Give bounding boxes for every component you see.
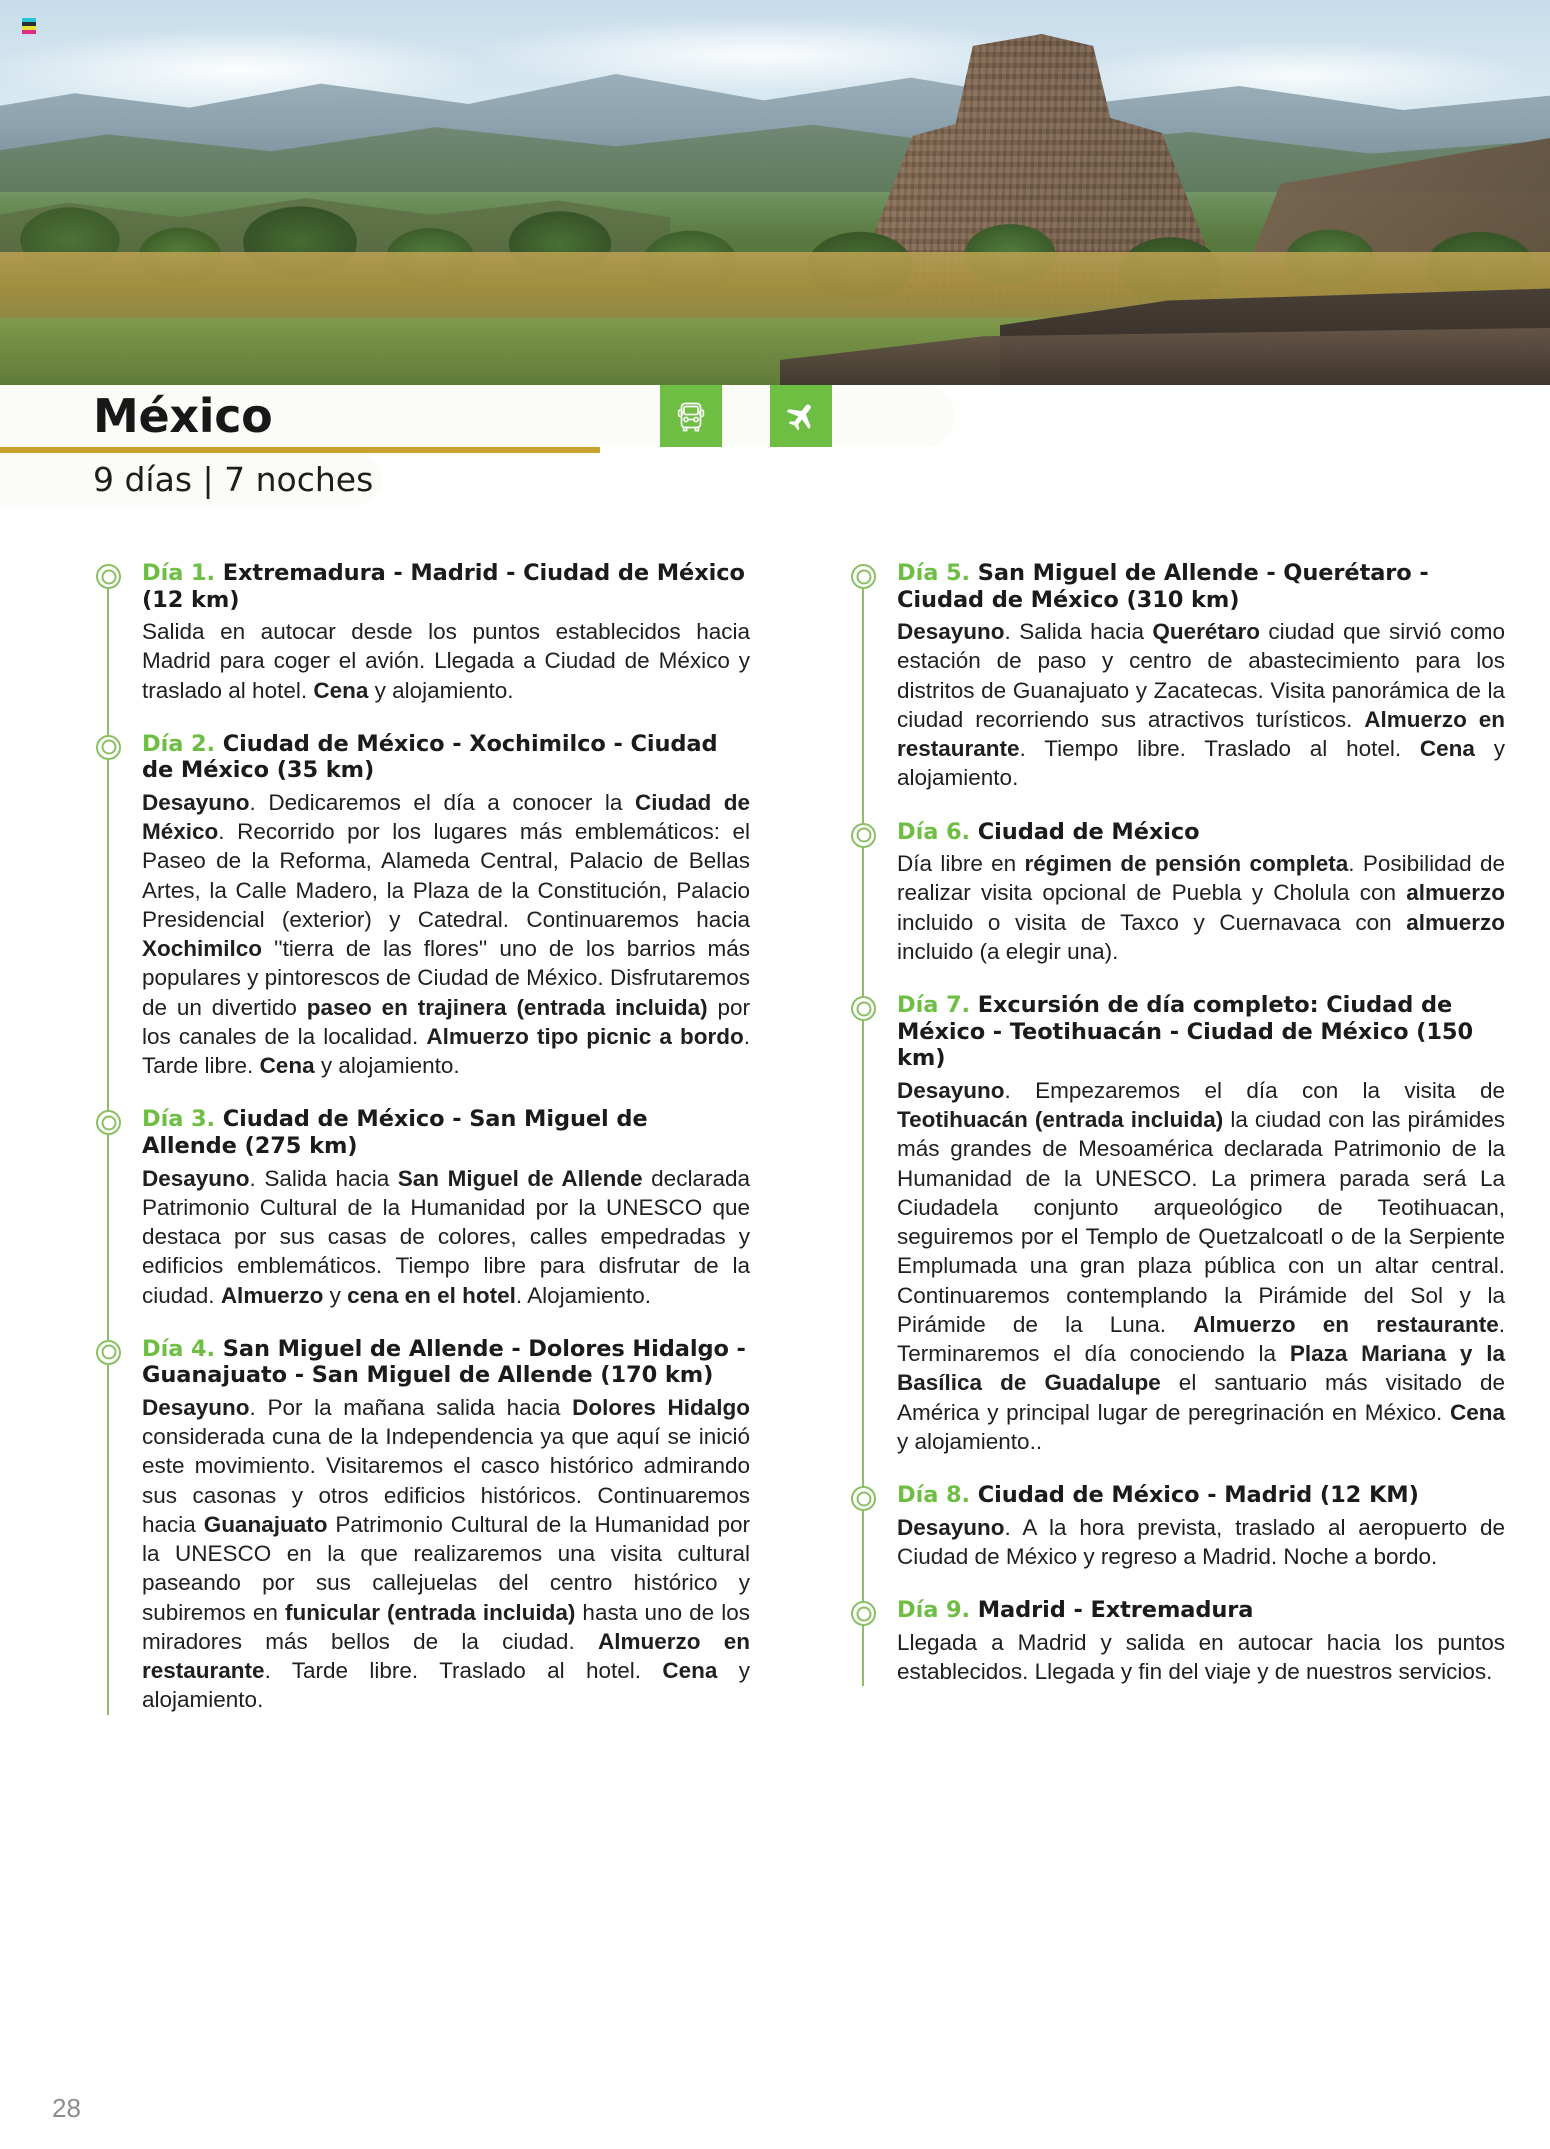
timeline-marker-icon	[851, 996, 876, 1021]
day-route-title: San Miguel de Allende - Querétaro - Ciudad de México (310 km)	[897, 560, 1429, 613]
itinerary-day	[90, 1106, 750, 1335]
itinerary-day	[90, 731, 750, 1107]
transport-badge-plane[interactable]	[770, 385, 832, 447]
day-number-label: Día 2.	[142, 730, 216, 757]
timeline-rail	[107, 1115, 109, 1343]
day-number-label: Día 5.	[897, 560, 971, 586]
timeline-marker-icon	[851, 564, 876, 589]
day-description: Desayuno. Salida hacia Querétaro ciudad que sirvió como estación de paso y centro de abastecimiento para los distritos de Guanajuato y Zacatecas. Visita panorámica de la ciudad recorriendo sus atractivos turísticos. Almuerzo en restaurante. Tiempo libre. Traslado al hotel. Cena y alojamiento.	[897, 619, 1506, 791]
day-number-label: Día 1.	[142, 560, 216, 586]
day-number-label: Día 8.	[897, 1482, 971, 1509]
itinerary-day	[845, 560, 1505, 819]
itinerary-column-left	[90, 560, 750, 2080]
day-number-label: Día 9.	[897, 1597, 971, 1624]
day-heading	[897, 992, 1505, 1072]
day-heading	[142, 560, 750, 613]
itinerary-day	[90, 1336, 750, 1741]
itinerary-column-right	[845, 560, 1505, 2080]
day-heading	[897, 1597, 1505, 1624]
day-heading	[897, 819, 1505, 846]
timeline-marker-icon	[851, 1486, 876, 1511]
timeline-marker-icon	[851, 1601, 876, 1626]
itinerary-day	[845, 992, 1505, 1482]
timeline-rail	[107, 569, 109, 739]
airplane-icon	[784, 399, 818, 433]
day-number-label: Día 3.	[142, 1106, 216, 1133]
day-description: Llegada a Madrid y salida en autocar hacia los puntos establecidos. Llegada y fin del viaje y de nuestros servicios.	[897, 1629, 1505, 1684]
day-number-label: Día 6.	[897, 818, 971, 845]
day-heading	[142, 1106, 750, 1159]
page-title: México	[93, 389, 273, 443]
timeline-rail	[862, 1001, 864, 1490]
day-number-label: Día 4.	[142, 1335, 216, 1362]
day-description: Día libre en régimen de pensión completa. Posibilidad de realizar visita opcional de Puebla y Cholula con almuerzo incluido o visita de Taxco y Cuernavaca con almuerzo incluido (a elegir una).	[897, 851, 1505, 964]
day-heading	[897, 1482, 1505, 1509]
itinerary-content	[0, 560, 1550, 2080]
day-description: Desayuno. Empezaremos el día con la visita de Teotihuacán (entrada incluida) la ciudad con las pirámides más grandes de Mesoamérica declarada Patrimonio de la Humanidad de la UNESCO. La primera parada será La Ciudadela conjunto arqueológico de Teotihuacan, seguiremos por el Templo de Quetzalcoatl o de la Serpiente Emplumada una gran plaza pública con un altar central. Continuaremos contemplando la Pirámide del Sol y la Pirámide de la Luna. Almuerzo en restaurante. Terminaremos el día conociendo la Plaza Mariana y la Basílica de Guadalupe el santuario más visitado de América y principal lugar de peregrinación en México. Cena y alojamiento..	[897, 1077, 1505, 1454]
timeline-rail	[107, 1345, 109, 1715]
timeline-rail	[862, 828, 864, 1001]
transport-badge-bus[interactable]	[660, 385, 722, 447]
day-description: Desayuno. Salida hacia San Miguel de Allende declarada Patrimonio Cultural de la Humanidad por la UNESCO que destaca por sus casas de colores, calles empedradas y edificios emblemáticos. Tiempo libre para disfrutar de la ciudad. Almuerzo y cena en el hotel. Alojamiento.	[142, 1165, 750, 1308]
day-route-title: San Miguel de Allende - Dolores Hidalgo - Guanajuato - San Miguel de Allende (170 km)	[142, 1335, 746, 1389]
itinerary-day	[845, 819, 1505, 993]
timeline-marker-icon	[96, 1340, 121, 1365]
day-description: Desayuno. Por la mañana salida hacia Dolores Hidalgo considerada cuna de la Independencia ya que aquí se inició este movimiento. Visitaremos el casco histórico admirando sus casonas y otros edificios históricos. Continuaremos hacia Guanajuato Patrimonio Cultural de la Humanidad por la UNESCO en la que realizaremos una visita cultural paseando por sus callejuelas del centro histórico y subiremos en funicular (entrada incluida) hasta uno de los miradores más bellos de la ciudad. Almuerzo en restaurante. Tarde libre. Traslado al hotel. Cena y alojamiento.	[142, 1394, 750, 1713]
day-description: Desayuno. Dedicaremos el día a conocer la Ciudad de México. Recorrido por los lugares más emblemáticos: el Paseo de la Reforma, Alameda Central, Palacio de Bellas Artes, la Calle Madero, la Plaza de la Constitución, Palacio Presidencial (exterior) y Catedral. Continuaremos hacia Xochimilco ''tierra de las flores'' uno de los barrios más populares y pintorescos de Ciudad de México. Disfrutaremos de un divertido paseo en trajinera (entrada incluida) por los canales de la localidad. Almuerzo tipo picnic a bordo. Tarde libre. Cena y alojamiento.	[142, 789, 750, 1079]
itinerary-day	[845, 1597, 1505, 1712]
day-route-title: Ciudad de México - Xochimilco - Ciudad de México (35 km)	[142, 730, 718, 784]
itinerary-day	[845, 1482, 1505, 1597]
day-route-title: Ciudad de México	[977, 818, 1200, 845]
day-route-title: Ciudad de México - Madrid (12 KM)	[977, 1482, 1419, 1509]
hero-photo-teotihuacan	[0, 0, 1550, 385]
timeline-rail	[107, 740, 109, 1115]
duration-bar	[0, 453, 382, 505]
timeline-marker-icon	[96, 564, 121, 589]
day-description: Desayuno. A la hora prevista, traslado al aeropuerto de Ciudad de México y regreso a Madrid. Noche a bordo.	[897, 1514, 1505, 1569]
day-heading	[897, 560, 1505, 613]
day-route-title: Ciudad de México - San Miguel de Allende (275 km)	[142, 1106, 648, 1159]
registration-mark	[22, 18, 36, 34]
day-heading	[142, 731, 750, 784]
day-route-title: Excursión de día completo: Ciudad de México - Teotihuacán - Ciudad de México (150 km)	[897, 992, 1474, 1072]
day-route-title: Madrid - Extremadura	[977, 1597, 1254, 1624]
day-route-title: Extremadura - Madrid - Ciudad de México (12 km)	[142, 560, 745, 613]
timeline-marker-icon	[96, 1110, 121, 1135]
bus-icon	[674, 399, 708, 433]
day-number-label: Día 7.	[897, 992, 971, 1019]
timeline-marker-icon	[96, 735, 121, 760]
day-description: Salida en autocar desde los puntos establecidos hacia Madrid para coger el avión. Llegada a Ciudad de México y traslado al hotel. Cena y alojamiento.	[142, 619, 750, 703]
day-heading	[142, 1336, 750, 1389]
duration-label: 9 días | 7 noches	[93, 459, 374, 499]
page-number: 28	[52, 2093, 81, 2123]
timeline-rail	[862, 569, 864, 827]
itinerary-day	[90, 560, 750, 731]
timeline-marker-icon	[851, 823, 876, 848]
